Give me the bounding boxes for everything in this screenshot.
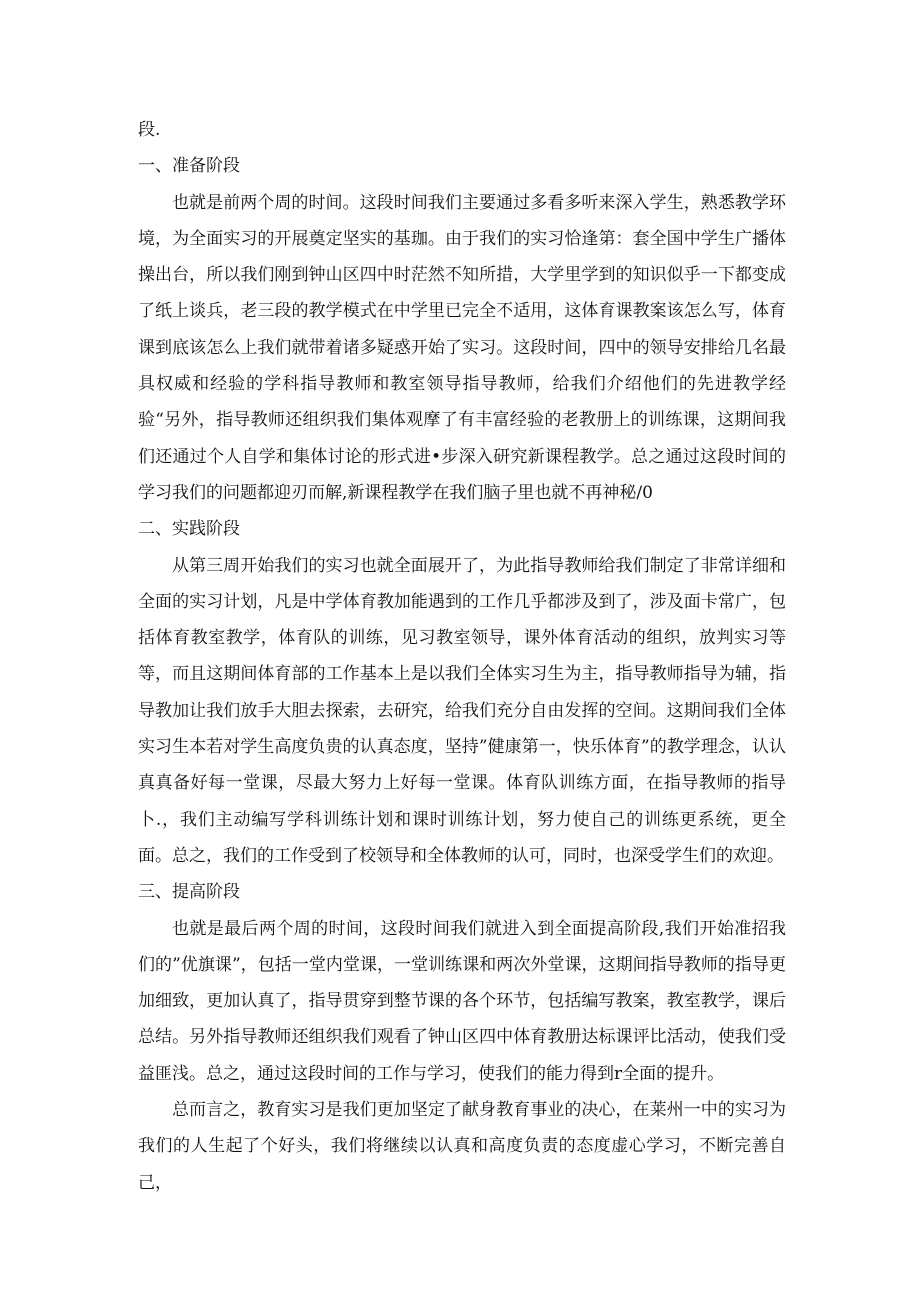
lead-fragment: 段. [138,120,161,140]
paragraph-improvement: 也就是最后两个周的时间，这段时间我们就进入到全面提高阶段,我们开始准招我们的”优旗课”，包括一堂内堂课，一堂训练课和两次外堂课，这期间指导教师的指导更加细致，更加认真了，指导贯穿到整节课的各个环节，包括编写教案，教室教学，课后总结。另外指导教师还组织我们观看了钟山区四中体育教册达标课评比活动，使我们受益匪浅。总之，通过这段时间的工作与学习，使我们的能力得到r全面的提升。 [138,918,786,1084]
section-heading-practice: 二、实践阶段 [138,519,240,540]
section-heading-improvement: 三、提高阶段 [138,882,240,903]
paragraph-preparation: 也就是前两个周的时间。这段时间我们主要通过多看多听来深入学生，熟悉教学环境，为全面实习的开展奠定坚实的基珈。由于我们的实习恰逢第：套全国中学生广播体操出台，所以我们刚到钟山区四中时茫然不知所措，大学里学到的知识似乎一下都变成了纸上谈兵，老三段的教学模式在中学里已完全不适用，这体育课教案该怎么写，体育课到底该怎么上我们就带着诸多疑惑开始了实习。这段时间，四中的领导安排给几名最具权威和经验的学科指导教师和教室领导指导教师，给我们介绍他们的先进教学经验“另外，指导教师还组织我们集体观摩了有丰富经验的老教册上的训练课，这期间我们还通过个人自学和集体讨论的形式进•步深入研究新课程教学。总之通过这段时间的学习我们的问题都迎刃而解,新课程教学在我们脑子里也就不再神秘/0 [138,192,786,503]
paragraph-practice: 从第三周开始我们的实习也就全面展开了，为此指导教师给我们制定了非常详细和全面的实习计划，凡是中学体育教加能遇到的工作几乎都涉及到了，涉及面卡常广，包括体育教室教学，体育队的训练，见习教室领导，课外体育活动的组织，放判实习等等，而且这期间体育部的工作基本上是以我们全体实习生为主，指导教师指导为辅，指导教加让我们放手大胆去探索，去研究，给我们充分自由发挥的空间。这期间我们全体实习生本若对学生高度负贵的认真态度，坚持”健康第一，快乐体育”的教学理念，认认真真备好每一堂课，尽最大努力上好每一堂课。体育队训练方面，在指导教师的指导卜.，我们主动编写学科训练计划和课时训练计划，努力使自己的训练更系统，更全面。总之，我们的工作受到了校领导和全体教师的认可，同时，也深受学生们的欢迎。 [138,555,786,866]
section-heading-preparation: 一、准备阶段 [138,156,240,177]
document-body [138,112,786,1201]
paragraph-conclusion: 总而言之，教育实习是我们更加坚定了献身教育事业的决心，在莱州一中的实习为我们的人生起了个好头，我们将继续以认真和高度负责的态度虚心学习，不断完善自己， [138,1100,786,1193]
